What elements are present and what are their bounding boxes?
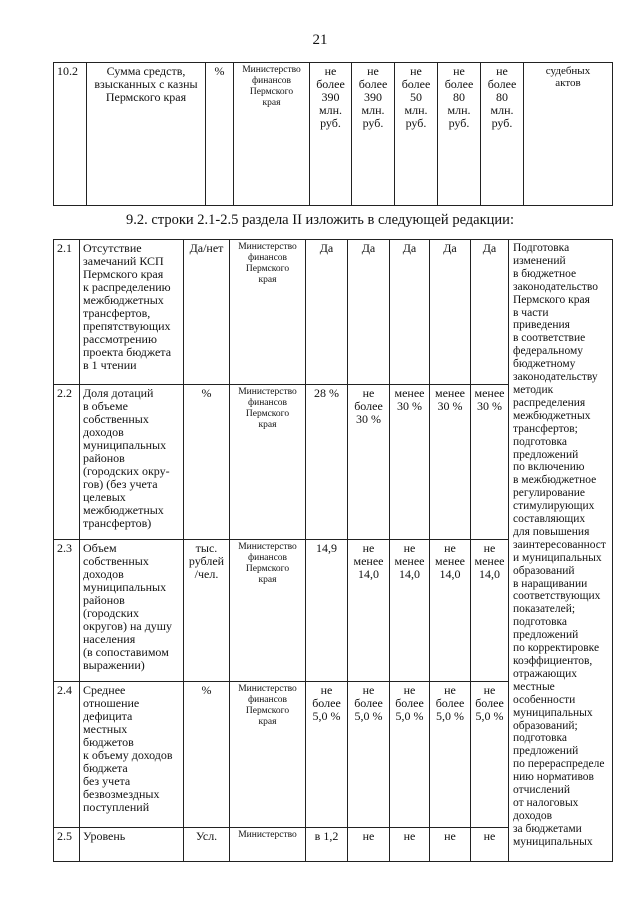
measures-cell: Подготовка изменений в бюджетное законодательство Пермского края в части приведения в соответствие федеральному бюджетному законодательству методик распределения межбюджетных трансфертов; подготовка предложений по включению в межбюджетное регулирование стимулирующих составляющих для повышения заинтересованност и муниципальных образований в наращивании соответствующих показателей; подготовка предложений по корректировке коэффициентов, отражающих местные особенности муниципальных образований; подготовка предложений по перераспределе нию нормативов отчислений от налоговых доходов за бюджетами муниципальных bbox=[509, 240, 613, 862]
table-section-2 bbox=[53, 239, 613, 862]
table-top-fragment bbox=[53, 62, 613, 206]
value-cell: не более 5,0 % bbox=[430, 682, 471, 828]
value-cell: менее 30 % bbox=[430, 385, 471, 540]
value-cell: не менее 14,0 bbox=[390, 540, 430, 682]
indicator-name: Среднее отношение дефицита местных бюджетов к объему доходов бюджета без учета безвозмездных поступлений bbox=[80, 682, 184, 828]
table-row bbox=[54, 240, 613, 385]
value-cell: не более 390 млн. руб. bbox=[352, 63, 395, 206]
indicator-name: Отсутствие замечаний КСП Пермского края к распределению межбюджетных трансфертов, препятствующих рассмотрению проекта бюджета в 1 чтении bbox=[80, 240, 184, 385]
value-cell: не более 30 % bbox=[348, 385, 390, 540]
value-cell: не более 5,0 % bbox=[390, 682, 430, 828]
indicator-name: Сумма средств, взысканных с казны Пермского края bbox=[87, 63, 206, 206]
value-cell: не bbox=[390, 828, 430, 862]
value-cell: в 1,2 bbox=[306, 828, 348, 862]
value-cell: не менее 14,0 bbox=[471, 540, 509, 682]
ministry: Министерство финансов Пермского края bbox=[230, 682, 306, 828]
value-cell: не более 390 млн. руб. bbox=[310, 63, 352, 206]
value-cell: не более 50 млн. руб. bbox=[395, 63, 438, 206]
value-cell: не bbox=[471, 828, 509, 862]
value-cell: не более 5,0 % bbox=[306, 682, 348, 828]
row-number: 2.5 bbox=[54, 828, 80, 862]
value-cell: менее 30 % bbox=[390, 385, 430, 540]
value-cell: Да bbox=[348, 240, 390, 385]
indicator-name: Объем собственных доходов муниципальных районов (городских округов) на душу населения (в сопоставимом выражении) bbox=[80, 540, 184, 682]
table-row bbox=[54, 63, 613, 206]
value-cell: менее 30 % bbox=[471, 385, 509, 540]
value-cell: 28 % bbox=[306, 385, 348, 540]
ministry: Министерство финансов Пермского края bbox=[234, 63, 310, 206]
value-cell: не более 80 млн. руб. bbox=[438, 63, 481, 206]
row-number: 2.3 bbox=[54, 540, 80, 682]
row-number: 2.4 bbox=[54, 682, 80, 828]
value-cell: Да bbox=[471, 240, 509, 385]
row-number: 2.1 bbox=[54, 240, 80, 385]
value-cell: не менее 14,0 bbox=[348, 540, 390, 682]
value-cell: Да bbox=[430, 240, 471, 385]
note-cell: судебных актов bbox=[524, 63, 613, 206]
value-cell: Да bbox=[306, 240, 348, 385]
value-cell: не bbox=[430, 828, 471, 862]
ministry: Министерство bbox=[230, 828, 306, 862]
row-number: 10.2 bbox=[54, 63, 87, 206]
section-heading: 9.2. строки 2.1-2.5 раздела II изложить в следующей редакции: bbox=[126, 212, 514, 228]
unit: Да/нет bbox=[184, 240, 230, 385]
unit: % bbox=[184, 385, 230, 540]
unit: % bbox=[206, 63, 234, 206]
value-cell: не менее 14,0 bbox=[430, 540, 471, 682]
unit: % bbox=[184, 682, 230, 828]
unit: Усл. bbox=[184, 828, 230, 862]
value-cell: не более 80 млн. руб. bbox=[481, 63, 524, 206]
ministry: Министерство финансов Пермского края bbox=[230, 540, 306, 682]
value-cell: Да bbox=[390, 240, 430, 385]
value-cell: не bbox=[348, 828, 390, 862]
value-cell: не более 5,0 % bbox=[471, 682, 509, 828]
page-number: 21 bbox=[312, 32, 328, 48]
ministry: Министерство финансов Пермского края bbox=[230, 385, 306, 540]
indicator-name: Доля дотаций в объеме собственных доходов муниципальных районов (городских окру- гов) (без учета целевых межбюджетных трансфертов) bbox=[80, 385, 184, 540]
indicator-name: Уровень bbox=[80, 828, 184, 862]
unit: тыс. рублей /чел. bbox=[184, 540, 230, 682]
ministry: Министерство финансов Пермского края bbox=[230, 240, 306, 385]
value-cell: 14,9 bbox=[306, 540, 348, 682]
row-number: 2.2 bbox=[54, 385, 80, 540]
value-cell: не более 5,0 % bbox=[348, 682, 390, 828]
